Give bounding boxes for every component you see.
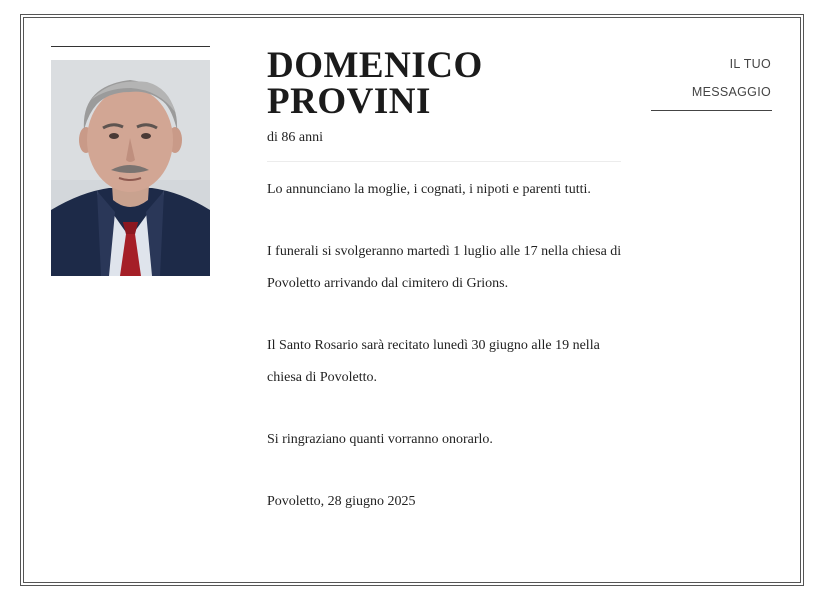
- paragraph-thanks: Si ringraziano quanti vorranno onorarlo.: [267, 432, 493, 447]
- paragraph-funeral: I funerali si svolgeranno martedì 1 luglio alle 17 nella chiesa di Povoletto arrivando dal cimitero di Grions.: [267, 244, 622, 291]
- header-separator: [267, 161, 621, 162]
- name-first: DOMENICO: [267, 45, 483, 86]
- paragraph-rosary: Il Santo Rosario sarà recitato lunedì 30 giugno alle 19 nella chiesa di Povoletto.: [267, 338, 600, 385]
- your-message-underline: [651, 110, 772, 111]
- your-message-line1: IL TUO: [729, 57, 771, 71]
- obituary-text: [267, 174, 627, 518]
- place-date: Povoletto, 28 giugno 2025: [267, 494, 416, 509]
- paragraph-announcement: Lo annunciano la moglie, i cognati, i nipoti e parenti tutti.: [267, 182, 591, 197]
- deceased-age: di 86 anni: [267, 130, 323, 145]
- name-last: PROVINI: [267, 81, 431, 122]
- photo-top-rule: [51, 46, 210, 47]
- your-message-line2: MESSAGGIO: [691, 85, 771, 99]
- your-message-link[interactable]: [692, 50, 771, 106]
- deceased-name: [267, 45, 627, 122]
- deceased-portrait: [51, 60, 210, 276]
